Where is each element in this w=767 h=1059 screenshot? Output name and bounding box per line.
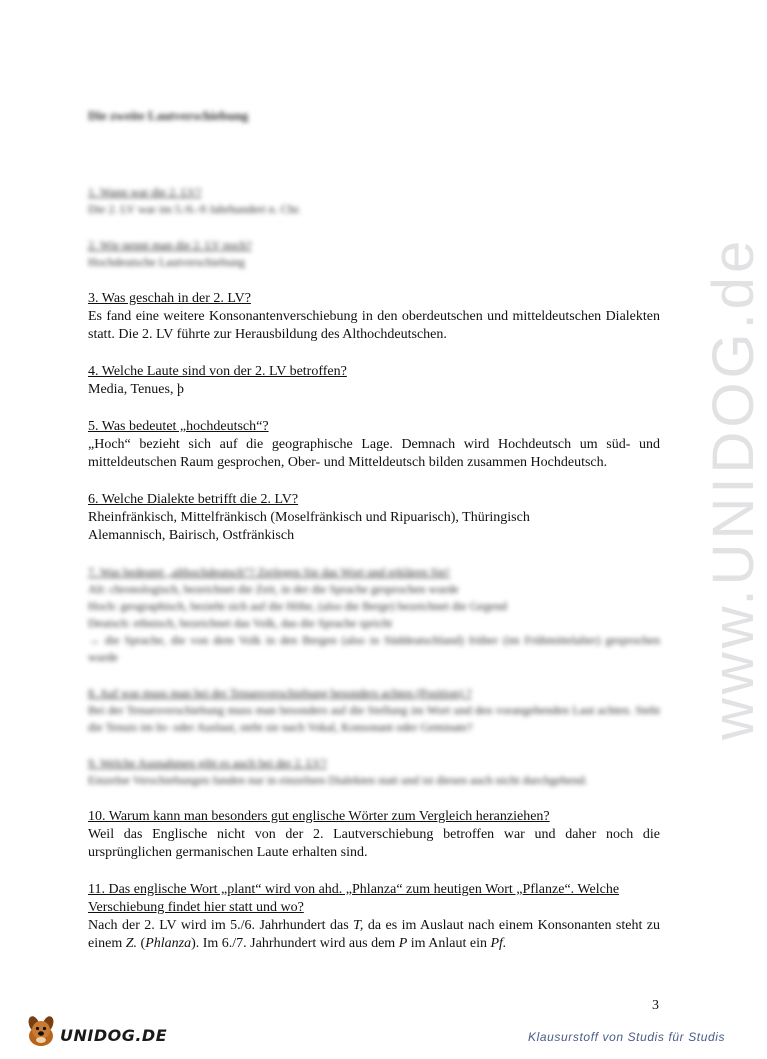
question-6 <box>88 491 660 545</box>
dog-logo-icon <box>22 1012 60 1050</box>
question-8 <box>88 685 660 736</box>
answer-text: Hochdeutsche Lautverschiebung <box>88 255 245 269</box>
question-9 <box>88 755 660 789</box>
answer-part-italic: P <box>398 936 408 951</box>
question-text: 8. Auf was muss man bei der Tenuesverschiebung besonders achten (Position) ? <box>88 686 472 700</box>
answer-text <box>88 917 660 953</box>
answer-text: Alt: chronologisch, bezeichnet die Zeit, in der die Sprache gesprochen wurde <box>88 582 459 596</box>
question-text: 7. Was bedeutet „althochdeutsch“? Zerlegen Sie das Wort und erklären Sie! <box>88 565 450 579</box>
answer-part: da es im Auslaut nach einem Konsonanten steht zu einem <box>88 918 660 951</box>
answer-part-italic: Z. <box>125 936 138 951</box>
question-text: 5. Was bedeutet „hochdeutsch“? <box>88 419 269 434</box>
question-text: 2. Wie nennt man die 2. LV noch? <box>88 238 252 252</box>
answer-text: Deutsch: ethnisch, bezeichnet das Volk, das die Sprache spricht <box>88 616 393 630</box>
question-text: 6. Welche Dialekte betrifft die 2. LV? <box>88 492 299 507</box>
question-text: 3. Was geschah in der 2. LV? <box>88 291 251 306</box>
question-7 <box>88 564 660 666</box>
question-text: 1. Wann war die 2. LV? <box>88 185 202 199</box>
answer-text: Weil das Englische nicht von der 2. Lautverschiebung betroffen war und daher noch die ursprünglichen germanischen Laute erhalten sind. <box>88 827 660 860</box>
question-text: 9. Welche Ausnahmen gibt es auch bei der 2. LV? <box>88 756 327 770</box>
answer-part-italic: Phlanza <box>145 936 192 951</box>
page-number: 3 <box>652 998 659 1013</box>
watermark: www.UNIDOG.de <box>701 236 766 740</box>
answer-text: Hoch: geographisch, bezieht sich auf die Höhe, (also die Berge) bezeichnet die Gegend <box>88 599 507 613</box>
footer-tagline: Klausurstoff von Studis für Studis <box>528 1030 726 1044</box>
answer-part: im Anlaut ein <box>407 936 491 951</box>
answer-text: Bei der Tenuesverschiebung muss man besonders auf die Stellung im Wort und den vorangehenden Laut achten. Steht die Tenuis im In- oder Auslaut, steht sie nach Vokal, Konsonant oder Geminate? <box>88 703 660 734</box>
question-10 <box>88 808 660 862</box>
question-text: 10. Warum kann man besonders gut englische Wörter zum Vergleich heranziehen? <box>88 809 550 824</box>
answer-text: Einzelne Verschiebungen fanden nur in einzelnen Dialekten statt und ist diesen auch nicht durchgehend. <box>88 773 588 787</box>
answer-text: Rheinfränkisch, Mittelfränkisch (Moselfränkisch und Ripuarisch), Thüringisch <box>88 510 530 525</box>
logo-text: UNIDOG.DE <box>60 1026 168 1045</box>
document-title: Die zweite Lautverschiebung <box>88 108 249 123</box>
question-3 <box>88 290 660 344</box>
footer-logo[interactable] <box>22 1012 168 1052</box>
question-4 <box>88 363 660 399</box>
answer-part: Nach der 2. LV wird im 5./6. Jahrhundert das <box>88 918 354 933</box>
question-text: 4. Welche Laute sind von der 2. LV betroffen? <box>88 364 347 379</box>
answer-text: → die Sprache, die von dem Volk in den Bergen (also in Süddeutschland) früher (im Frühmittelalter) gesprochen wurde <box>88 633 660 664</box>
answer-text: Es fand eine weitere Konsonantenverschiebung in den oberdeutschen und mitteldeutschen Dialekten statt. Die 2. LV führte zur Herausbildung des Althochdeutschen. <box>88 309 660 342</box>
question-text: 11. Das englische Wort „plant“ wird von ahd. „Phlanza“ zum heutigen Wort „Pflanze“. Welche Verschiebung findet hier statt und wo? <box>88 882 620 915</box>
answer-text: „Hoch“ bezieht sich auf die geographische Lage. Demnach wird Hochdeutsch um süd- und mitteldeutschen Raum gesprochen, Ober- und Mitteldeutsch bilden zusammen Hochdeutsch. <box>88 437 660 470</box>
answer-text: Media, Tenues, þ <box>88 382 184 397</box>
question-2 <box>88 237 660 271</box>
question-5 <box>88 418 660 472</box>
answer-part-italic: T, <box>353 918 364 933</box>
answer-part-italic: Pf. <box>490 936 507 951</box>
answer-part: ). Im 6./7. Jahrhundert wird aus dem <box>191 936 399 951</box>
answer-part: ( <box>137 936 146 951</box>
answer-text: Die 2. LV war im 5./6.-9 Jahrhundert n. Chr. <box>88 202 301 216</box>
question-1 <box>88 184 660 218</box>
document-content <box>88 108 660 972</box>
question-11 <box>88 881 660 953</box>
answer-text: Alemannisch, Bairisch, Ostfränkisch <box>88 528 295 543</box>
